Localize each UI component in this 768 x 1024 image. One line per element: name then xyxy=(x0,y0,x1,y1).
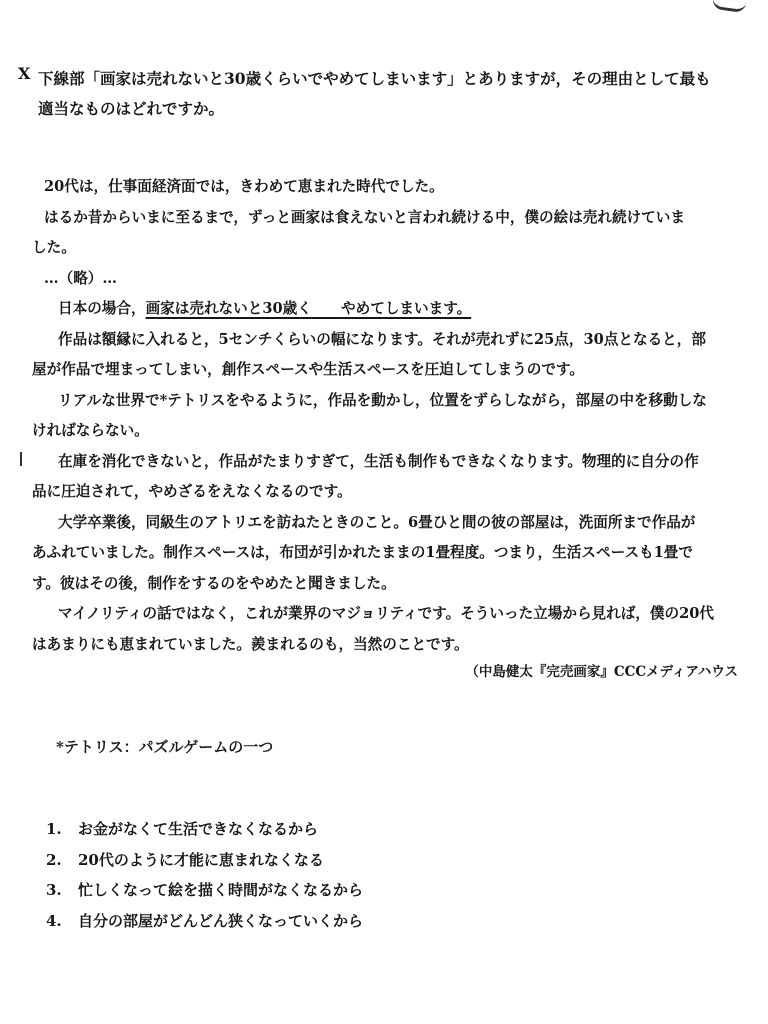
answer-option[interactable] xyxy=(46,906,363,937)
source-citation: （中島健太『完売画家』CCCメディアハウス xyxy=(465,664,738,680)
corner-scan-mark xyxy=(711,0,746,13)
passage-line: はあまりにも恵まれていました。羨まれるのも，当然のことです。 xyxy=(32,635,469,653)
passage-line: す。彼はその後，制作をするのをやめたと聞きました。 xyxy=(32,574,396,592)
passage-line: あふれていました。制作スペースは，布団が引かれたままの1畳程度。つまり，生活スペースも1畳で xyxy=(32,544,693,561)
question-line-1: 下線部「画家は売れないと30歳くらいでやめてしまいます」とありますが，その理由として最も xyxy=(38,69,711,88)
option-number: 4. xyxy=(46,911,62,930)
passage-line: 品に圧迫されて，やめざるをえなくなるのです。 xyxy=(32,483,352,500)
footnote: *テトリス：パズルゲームの一つ xyxy=(56,738,274,756)
question-line-2: 適当なものはどれですか。 xyxy=(38,99,225,118)
passage-line: リアルな世界で*テトリスをやるように，作品を動かし，位置をずらしながら，部屋の中を移動しな xyxy=(58,391,707,409)
option-number: 1. xyxy=(46,820,62,838)
passage-line: 20代は，仕事面経済面では，きわめて恵まれた時代でした。 xyxy=(44,178,444,195)
answer-option[interactable] xyxy=(46,814,363,845)
passage-line: …（略）… xyxy=(44,269,117,287)
margin-mark xyxy=(20,452,22,466)
passage-line: した。 xyxy=(32,239,76,256)
passage-line: 作品は額縁に入れると，5センチくらいの幅になります。それが売れずに25点，30点となると，部 xyxy=(58,330,706,348)
passage-line: 屋が作品で埋まってしまい，創作スペースや生活スペースを圧迫してしまうのです。 xyxy=(32,361,584,378)
underline-prefix: 日本の場合， xyxy=(58,300,146,317)
option-number: 3. xyxy=(46,881,62,899)
question-text xyxy=(38,64,748,124)
underlined-text: 画家は売れないと30歳く やめてしまいます。 xyxy=(145,300,472,317)
passage-line: はるか昔からいまに至るまで，ずっと画家は食えないと言われ続ける中，僕の絵は売れ続けていま xyxy=(44,208,685,226)
option-text: 20代のように才能に恵まれなくなる xyxy=(78,850,324,869)
option-text: お金がなくて生活できなくなるから xyxy=(78,820,319,838)
passage-line: 大学卒業後，同級生のアトリエを訪ねたときのこと。6畳ひと間の彼の部屋は，洗面所まで作品が xyxy=(58,513,696,531)
question-number: X xyxy=(18,64,31,83)
passage-line: ければならない。 xyxy=(32,422,149,439)
option-number: 2. xyxy=(46,850,62,869)
answer-options xyxy=(46,814,363,936)
answer-option[interactable] xyxy=(46,875,363,906)
underlined-sentence xyxy=(32,294,747,325)
passage-line: マイノリティの話ではなく，これが業界のマジョリティです。そういった立場から見れば，僕の20代 xyxy=(58,605,715,622)
answer-option[interactable] xyxy=(46,845,363,876)
reading-passage xyxy=(32,172,747,660)
option-text: 忙しくなって絵を描く時間がなくなるから xyxy=(78,881,364,899)
option-text: 自分の部屋がどんどん狭くなっていくから xyxy=(78,911,364,930)
passage-line: 在庫を消化できないと，作品がたまりすぎて，生活も制作もできなくなります。物理的に自分の作 xyxy=(58,452,699,470)
